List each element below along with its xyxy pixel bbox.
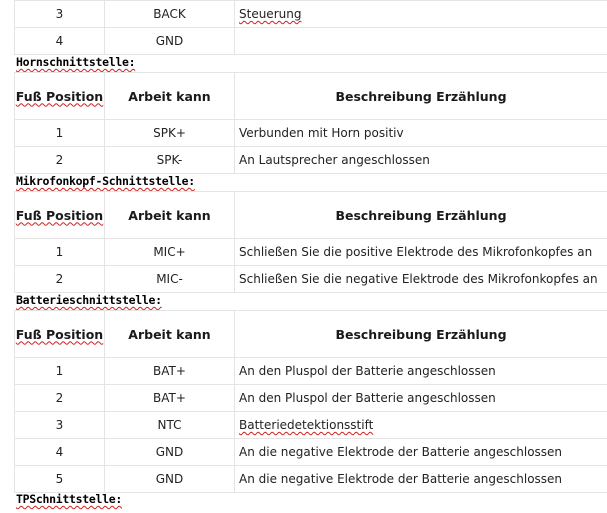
pin-name: GND [105,439,235,466]
table-row [15,120,607,147]
pin-position: 1 [15,239,105,266]
pin-name: MIC- [105,266,235,293]
header-description: Beschreibung Erzählung [235,192,607,239]
pin-name: MIC+ [105,239,235,266]
table-header-row [15,311,607,358]
pin-description: Schließen Sie die negative Elektrode des Mikrofonkopfes an [235,266,607,293]
header-function: Arbeit kann [105,192,235,239]
table-header-row [15,73,607,120]
pin-position: 1 [15,358,105,385]
table-row [15,147,607,174]
pin-description: An die negative Elektrode der Batterie angeschlossen [235,439,607,466]
pin-name: BAT+ [105,358,235,385]
table-row [15,358,607,385]
pin-name: BACK [105,1,235,28]
pin-position: 2 [15,266,105,293]
pin-description: An den Pluspol der Batterie angeschlossen [235,358,607,385]
header-position: Fuß Position [15,311,105,358]
pin-description: Verbunden mit Horn positiv [235,120,607,147]
pin-description [235,28,607,55]
mic-section-title: Mikrofonkopf-Schnittstelle: [16,174,195,188]
pin-name: NTC [105,412,235,439]
table-row [15,466,607,493]
header-function: Arbeit kann [105,73,235,120]
table-row [15,385,607,412]
pin-name: GND [105,28,235,55]
mic-pin-table [14,191,607,293]
battery-pin-table [14,310,607,493]
pin-name: BAT+ [105,385,235,412]
tp-section-title: TPSchnittstelle: [16,492,122,506]
horn-pin-table [14,72,607,174]
pin-description: An die negative Elektrode der Batterie angeschlossen [235,466,607,493]
pin-position: 3 [15,412,105,439]
pin-description: Batteriedetektionsstift [235,412,607,439]
pin-position: 2 [15,147,105,174]
header-description: Beschreibung Erzählung [235,311,607,358]
table-row [15,1,607,28]
header-description: Beschreibung Erzählung [235,73,607,120]
table-row [15,239,607,266]
header-position: Fuß Position [15,73,105,120]
pin-name: GND [105,466,235,493]
header-function: Arbeit kann [105,311,235,358]
pin-position: 2 [15,385,105,412]
pin-description: Steuerung [235,1,607,28]
pin-name: SPK+ [105,120,235,147]
table-header-row [15,192,607,239]
table-row [15,439,607,466]
pin-description: An den Pluspol der Batterie angeschlossen [235,385,607,412]
pin-description: Schließen Sie die positive Elektrode des Mikrofonkopfes an [235,239,607,266]
pin-description: An Lautsprecher angeschlossen [235,147,607,174]
horn-section-title: Hornschnittstelle: [16,55,136,69]
top-pin-table [14,0,607,55]
pin-name: SPK- [105,147,235,174]
pin-position: 1 [15,120,105,147]
table-row [15,266,607,293]
table-row [15,412,607,439]
pin-position: 5 [15,466,105,493]
pin-position: 4 [15,28,105,55]
battery-section-title: Batterieschnittstelle: [16,293,162,307]
header-position: Fuß Position [15,192,105,239]
table-row [15,28,607,55]
pin-position: 3 [15,1,105,28]
pin-position: 4 [15,439,105,466]
